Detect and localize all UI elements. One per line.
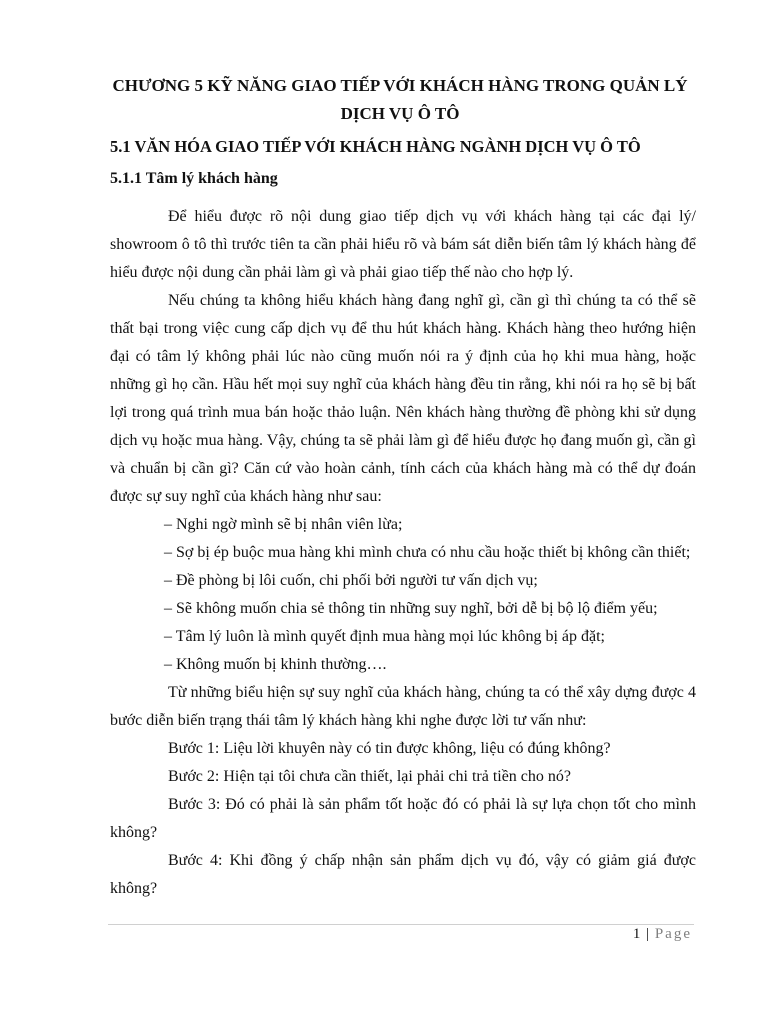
list-item: – Nghi ngờ mình sẽ bị nhân viên lừa; [164,516,403,533]
step-item: Bước 3: Đó có phải là sản phẩm tốt hoặc đó có phải là sự lựa chọn tốt cho mình không? [110,796,696,841]
step-item: Bước 1: Liệu lời khuyên này có tin được không, liệu có đúng không? [168,740,611,757]
step-item: Bước 4: Khi đồng ý chấp nhận sản phẩm dịch vụ đó, vậy có giảm giá được không? [110,852,696,897]
list-item: – Sợ bị ép buộc mua hàng khi mình chưa có nhu cầu hoặc thiết bị không cần thiết; [164,544,691,561]
list-item: – Sẽ không muốn chia sẻ thông tin những suy nghĩ, bởi dễ bị bộ lộ điểm yếu; [164,600,658,617]
page-label: Page [654,926,692,942]
subsection-heading: 5.1.1 Tâm lý khách hàng [110,170,278,187]
paragraph: Để hiểu được rõ nội dung giao tiếp dịch vụ với khách hàng tại các đại lý/ showroom ô tô thì trước tiên ta cần phải hiểu rõ và bám sát diễn biến tâm lý khách hàng để hiểu được nội dung cần phải làm gì và phải giao tiếp thế nào cho hợp lý. [110,208,696,281]
chapter-title: CHƯƠNG 5 KỸ NĂNG GIAO TIẾP VỚI KHÁCH HÀNG TRONG QUẢN LÝ DỊCH VỤ Ô TÔ [112,76,688,123]
paragraph: Từ những biểu hiện sự suy nghĩ của khách hàng, chúng ta có thể xây dựng được 4 bước diễn biến trạng thái tâm lý khách hàng khi nghe được lời tư vấn như: [110,684,696,729]
section-heading: 5.1 VĂN HÓA GIAO TIẾP VỚI KHÁCH HÀNG NGÀNH DỊCH VỤ Ô TÔ [110,137,641,156]
paragraph: Nếu chúng ta không hiểu khách hàng đang nghĩ gì, cần gì thì chúng ta có thể sẽ thất bại trong việc cung cấp dịch vụ để thu hút khách hàng. Khách hàng theo hướng hiện đại có tâm lý không phải lúc nào cũng muốn nói ra ý định của họ khi mua hàng, hoặc những gì họ cần. Hầu hết mọi suy nghĩ của khách hàng đều tin rằng, khi nói ra họ sẽ bị bất lợi trong quá trình mua bán hoặc thảo luận. Nên khách hàng thường đề phòng khi sử dụng dịch vụ hoặc mua hàng. Vậy, chúng ta sẽ phải làm gì để hiểu được họ đang muốn gì, cần gì và chuẩn bị cần gì? Căn cứ vào hoàn cảnh, tính cách của khách hàng mà có thể dự đoán được sự suy nghĩ của khách hàng như sau: [110,292,696,505]
footer-separator: | [646,926,650,942]
footer-divider [108,924,694,925]
page-number: 1 [632,926,641,942]
list-item: – Tâm lý luôn là mình quyết định mua hàng mọi lúc không bị áp đặt; [164,628,605,645]
page-footer [633,926,692,943]
step-item: Bước 2: Hiện tại tôi chưa cần thiết, lại phải chi trả tiền cho nó? [168,768,572,785]
list-item: – Không muốn bị khinh thường…. [164,656,387,673]
list-item: – Đề phòng bị lôi cuốn, chi phối bởi người tư vấn dịch vụ; [164,572,538,589]
body-text [110,203,696,903]
